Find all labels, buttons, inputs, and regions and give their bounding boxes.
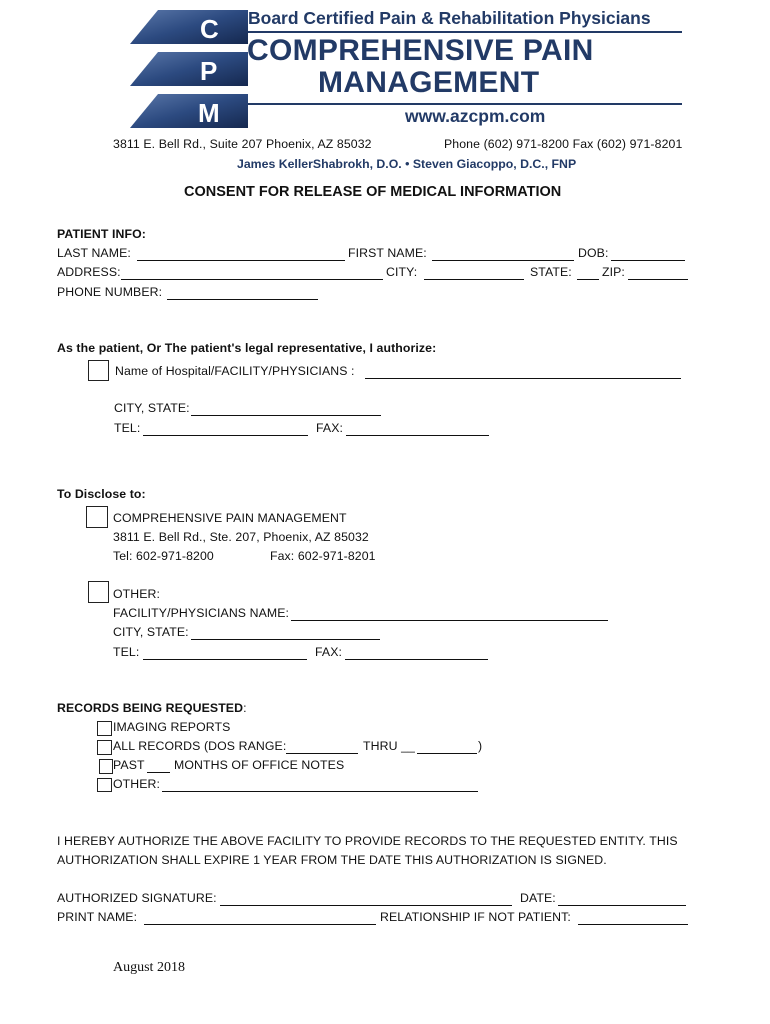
last-name-label: LAST NAME: [57,246,131,260]
other-fax-field[interactable] [345,646,488,660]
header-rule-bottom [248,103,682,105]
header-rule-top [248,31,682,33]
other-city-state-field[interactable] [191,626,380,640]
header-website: www.azcpm.com [405,106,546,126]
authorize-tel-label: TEL: [114,421,141,435]
records-heading-text: RECORDS BEING REQUESTED [57,701,244,715]
authorized-signature-field[interactable] [220,892,512,906]
past-months-field[interactable] [147,759,170,773]
imaging-checkbox[interactable] [97,721,112,736]
authorize-tel-field[interactable] [143,422,308,436]
facility-field[interactable] [365,365,681,379]
logo-letter-c: C [200,14,219,44]
print-name-field[interactable] [144,911,376,925]
records-other-label: OTHER: [113,777,161,791]
footer-date: August 2018 [113,960,185,975]
city-field[interactable] [424,266,524,280]
date-label: DATE: [520,891,556,905]
records-heading [57,701,247,715]
zip-field[interactable] [628,266,688,280]
zip-label: ZIP: [602,265,625,279]
other-fax-label: FAX: [315,645,343,659]
date-field[interactable] [558,892,686,906]
dos-from-field[interactable] [286,740,358,754]
cpm-tel: Tel: 602-971-8200 [113,549,214,563]
logo-band-p [130,52,248,86]
header-tagline: Board Certified Pain & Rehabilitation Physicians [248,8,651,28]
logo-mark [128,8,248,130]
authorize-city-state-label: CITY, STATE: [114,401,190,415]
facility-label: Name of Hospital/FACILITY/PHYSICIANS : [115,364,355,378]
state-label: STATE: [530,265,572,279]
header-physicians: James KellerShabrokh, D.O. • Steven Giacoppo, D.C., FNP [237,157,577,171]
last-name-field[interactable] [137,247,345,261]
other-facility-field[interactable] [291,607,608,621]
page-title: CONSENT FOR RELEASE OF MEDICAL INFORMATION [184,184,562,200]
address-field[interactable] [121,266,383,280]
authorization-statement-line2: AUTHORIZATION SHALL EXPIRE 1 YEAR FROM THE DATE THIS AUTHORIZATION IS SIGNED. [57,853,607,867]
imaging-label: IMAGING REPORTS [113,720,231,734]
first-name-label: FIRST NAME: [348,246,427,260]
dob-label: DOB: [578,246,609,260]
all-records-label: ALL RECORDS (DOS RANGE: [113,739,287,753]
phone-label: PHONE NUMBER: [57,285,163,299]
header-phone-fax: Phone (602) 971-8200 Fax (602) 971-8201 [444,137,683,151]
authorize-heading: As the patient, Or The patient's legal representative, I authorize: [57,341,437,355]
address-label: ADDRESS: [57,265,121,279]
patient-info-heading: PATIENT INFO: [57,227,146,241]
print-name-label: PRINT NAME: [57,910,138,924]
authorization-statement-line1: I HEREBY AUTHORIZE THE ABOVE FACILITY TO PROVIDE RECORDS TO THE REQUESTED ENTITY. THIS [57,834,678,848]
relationship-label: RELATIONSHIP IF NOT PATIENT: [380,910,571,924]
city-label: CITY: [386,265,418,279]
state-field[interactable] [577,266,599,280]
other-tel-label: TEL: [113,645,140,659]
cpm-fax: Fax: 602-971-8201 [270,549,376,563]
dos-close-paren: ) [478,739,483,753]
disclose-other-checkbox[interactable] [88,581,109,603]
authorize-facility-checkbox[interactable] [88,360,109,381]
disclose-other-label: OTHER: [113,587,161,601]
authorize-fax-label: FAX: [316,421,344,435]
cpm-name: COMPREHENSIVE PAIN MANAGEMENT [113,511,347,525]
all-records-checkbox[interactable] [97,740,112,755]
other-tel-field[interactable] [143,646,307,660]
dob-field[interactable] [611,247,685,261]
authorize-fax-field[interactable] [346,422,489,436]
relationship-field[interactable] [578,911,688,925]
past-label: PAST [113,758,145,772]
records-heading-colon: : [243,701,247,715]
header-name-line1: COMPREHENSIVE PAIN [247,34,594,67]
past-rest-label: MONTHS OF OFFICE NOTES [174,758,345,772]
records-other-checkbox[interactable] [97,778,112,792]
other-facility-label: FACILITY/PHYSICIANS NAME: [113,606,290,620]
cpm-address: 3811 E. Bell Rd., Ste. 207, Phoenix, AZ 85032 [113,530,369,544]
authorized-signature-label: AUTHORIZED SIGNATURE: [57,891,217,905]
phone-field[interactable] [167,286,318,300]
first-name-field[interactable] [432,247,574,261]
header-name-line2: MANAGEMENT [318,66,540,99]
header-address: 3811 E. Bell Rd., Suite 207 Phoenix, AZ 85032 [113,137,372,151]
disclose-heading: To Disclose to: [57,487,146,501]
logo-letter-m: M [198,98,220,128]
other-city-state-label: CITY, STATE: [113,625,189,639]
past-checkbox[interactable] [99,759,113,774]
logo-letter-p: P [200,56,218,86]
records-other-field[interactable] [162,778,478,792]
disclose-cpm-checkbox[interactable] [86,506,108,528]
dos-thru-field[interactable] [417,740,477,754]
thru-label: THRU __ [363,739,415,753]
authorize-city-state-field[interactable] [191,402,381,416]
logo-band-m [130,94,248,128]
